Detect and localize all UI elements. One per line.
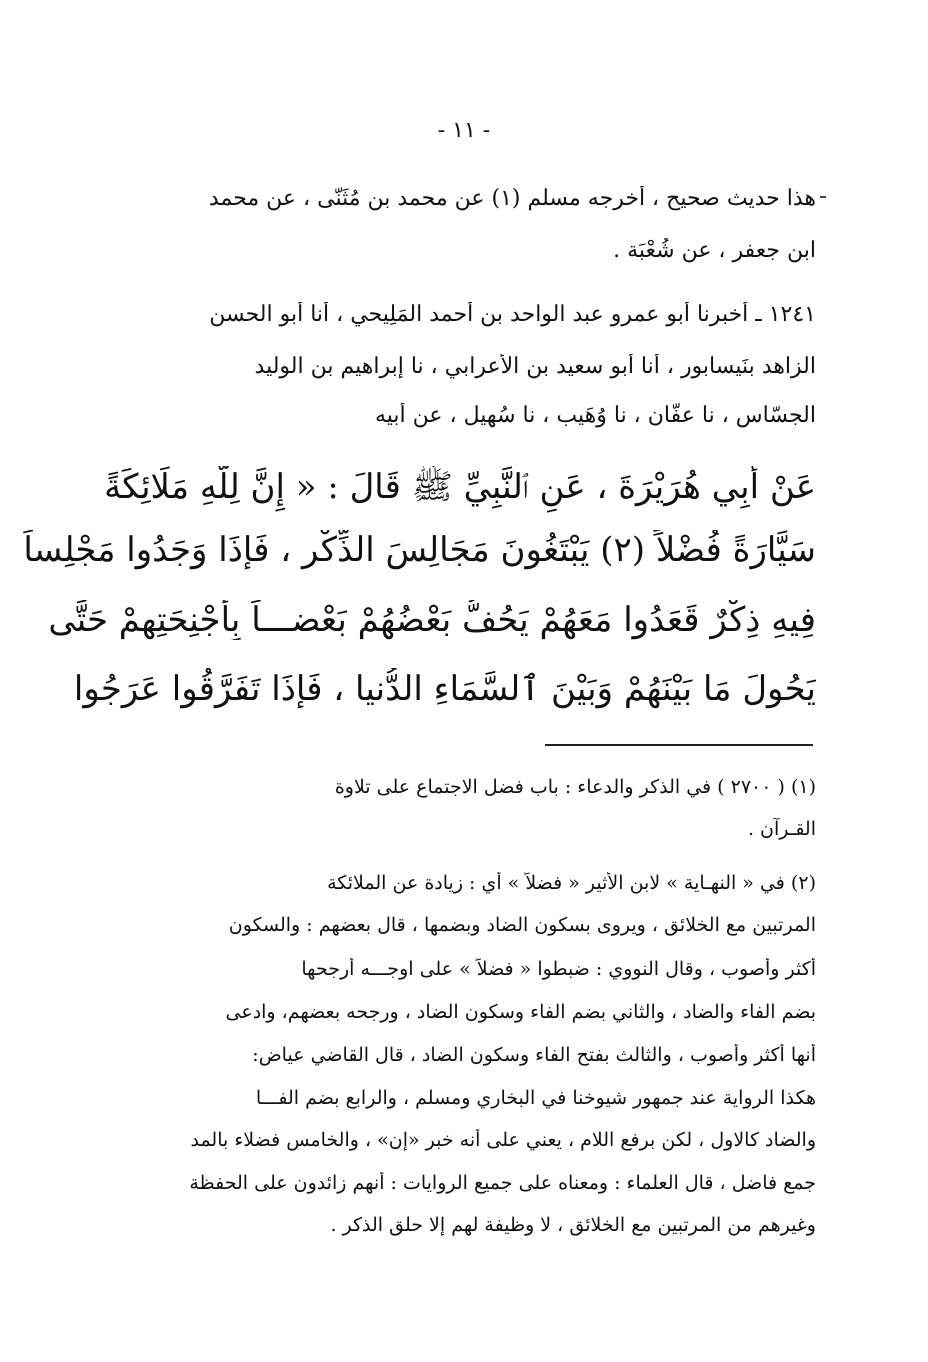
footnote-2-line-7: والضاد كالاول ، لكن برفع اللام ، يعني على أنه خبر «إن» ، والخامس فضلاء بالمد (190, 1129, 816, 1151)
hadith-line-1: عَنْ أَبِي هُرَيْرَةَ ، عَنِ ٱلنَّبِيِّ ﷺ قَالَ : « إِنَّ لِلَّهِ مَلَائِكَةً (104, 467, 816, 507)
footnote-1-line-2: القـرآن . (747, 818, 816, 840)
hadith-line-3: فِيهِ ذِكْرٌ قَعَدُوا مَعَهُمْ يَحُفُّ بَعْضُهُمْ بَعْضـــاً بِأَجْنِحَتِهِمْ حَتَّى (48, 600, 816, 640)
intro-line-2: ابن جعفر ، عن شُعْبَة . (613, 238, 816, 263)
isnad-line-2: الزاهد بنَيسابور ، أنا أبو سعيد بن الأعرابي ، نا إبراهيم بن الوليد (254, 354, 816, 379)
isnad-line-1: ١٢٤١ ـ أخبرنا أبو عمرو عبد الواحد بن أحمد المَلِيحي ، أنا أبو الحسن (209, 302, 816, 327)
hadith-line-4: يَحُولَ مَا بَيْنَهُمْ وَبَيْنَ ٱلسَّمَاءِ الدُّنيا ، فَإِذَا تَفَرَّقُوا عَرَجُوا (73, 669, 816, 709)
footnote-2-line-8: جمع فاضل ، قال العلماء : ومعناه على جميع الروايات : أنهم زائدون على الحفظة (189, 1172, 816, 1194)
footnote-2-line-5: أنها أكثر وأصوب ، والثالث بفتح الفاء وسكون الضاد ، قال القاضي عياض: (252, 1044, 816, 1066)
footnote-2-line-3: أكثر وأصوب ، وقال النووي : ضبطوا « فضلاً » على اوجـــه أرجحها (301, 958, 816, 980)
footnote-2-line-1: (٢) في « النهـاية » لابن الأثير « فضلاً » أي : زيادة عن الملائكة (327, 872, 816, 894)
hadith-line-2: سَيَّارَةً فُضْلاً (٢) يَبْتَغُونَ مَجَالِسَ الذِّكْرِ ، فَإِذَا وَجَدُوا مَجْلِساً (23, 530, 816, 570)
intro-line-1: هذا حديث صحيح ، أخرجه مسلم (١) عن محمد بن مُثَنّى ، عن محمد (208, 186, 816, 211)
isnad-line-3: الجسّاس ، نا عفّان ، نا وُهَيب ، نا سُهيل ، عن أبيه (375, 403, 816, 428)
footnote-2-line-6: هكذا الرواية عند جمهور شيوخنا في البخاري ومسلم ، والرابع بضم الفـــا (255, 1087, 816, 1109)
footnote-separator (545, 744, 813, 746)
footnote-2-line-4: بضم الفاء والضاد ، والثاني بضم الفاء وسكون الضاد ، ورجحه بعضهم، وادعى (225, 1001, 816, 1023)
footnote-2-line-2: المرتبين مع الخلائق ، ويروى بسكون الضاد وبضمها ، قال بعضهم : والسكون (228, 914, 816, 936)
margin-mark (820, 196, 826, 198)
footnote-1-line-1: (١) ( ٢٧٠٠ ) في الذكر والدعاء : باب فضل الاجتماع على تلاوة (334, 776, 816, 798)
page-number: - ١١ - (437, 118, 491, 143)
footnote-2-line-9: وغيرهم من المرتبين مع الخلائق ، لا وظيفة لهم إلا حلق الذكر . (330, 1214, 816, 1236)
